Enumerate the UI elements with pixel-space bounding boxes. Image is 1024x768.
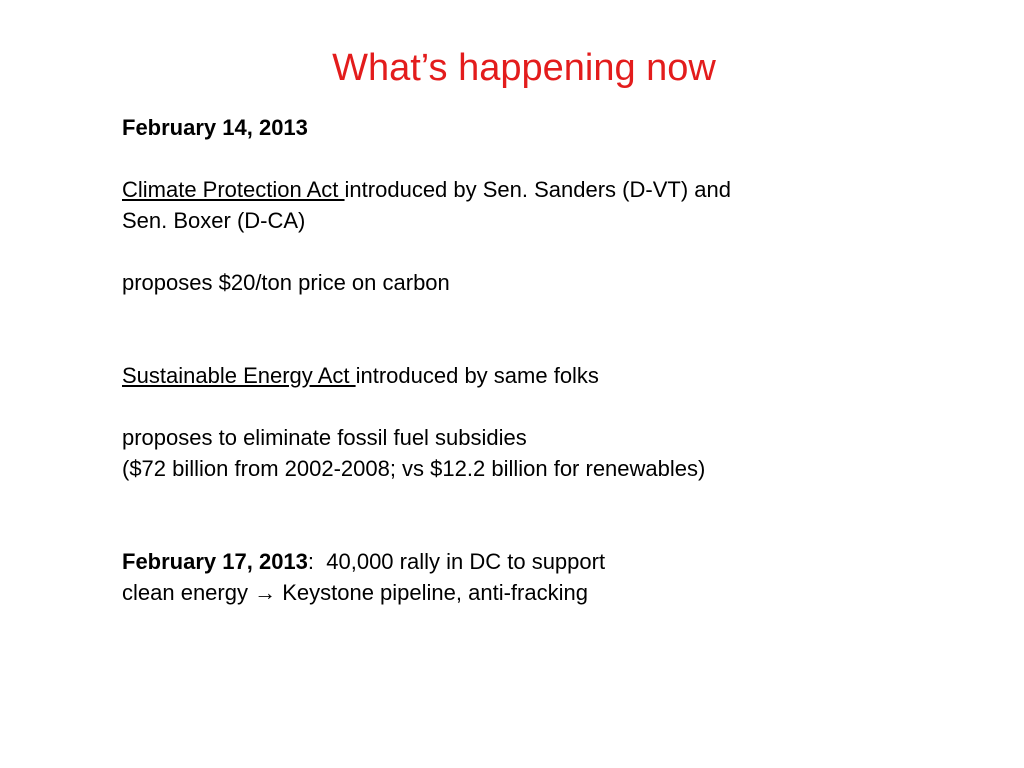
sustainable-energy-act-intro: introduced by same folks (355, 363, 599, 388)
slide-title: What’s happening now (332, 47, 716, 89)
rally-colon: : (307, 549, 315, 574)
subsidy-figures: ($72 billion from 2002-2008; vs $12.2 billion for renewables) (122, 456, 706, 481)
date-heading-feb-14: February 14, 2013 (122, 115, 308, 140)
keystone-text: Keystone pipeline, anti-fracking (276, 580, 588, 605)
sustainable-energy-act-line (122, 360, 882, 391)
carbon-price-proposal: proposes $20/ton price on carbon (122, 270, 450, 295)
rally-text: 40,000 rally in DC to support (314, 549, 606, 574)
climate-protection-act-intro: introduced by Sen. Sanders (D-VT) and (344, 177, 731, 202)
climate-protection-act-line (122, 174, 882, 205)
clean-energy-line (122, 577, 882, 608)
date-heading-feb-17: February 17, 2013 (122, 549, 308, 574)
subsidy-proposal: proposes to eliminate fossil fuel subsidies (122, 425, 527, 450)
clean-energy-text: clean energy (122, 580, 255, 605)
rally-line (122, 546, 882, 577)
slide-body (122, 112, 882, 608)
climate-protection-act-sponsors: Sen. Boxer (D-CA) (122, 208, 306, 233)
sustainable-energy-act-title: Sustainable Energy Act (122, 363, 356, 388)
arrow-right-icon: → (254, 580, 277, 605)
climate-protection-act-title: Climate Protection Act (122, 177, 345, 202)
